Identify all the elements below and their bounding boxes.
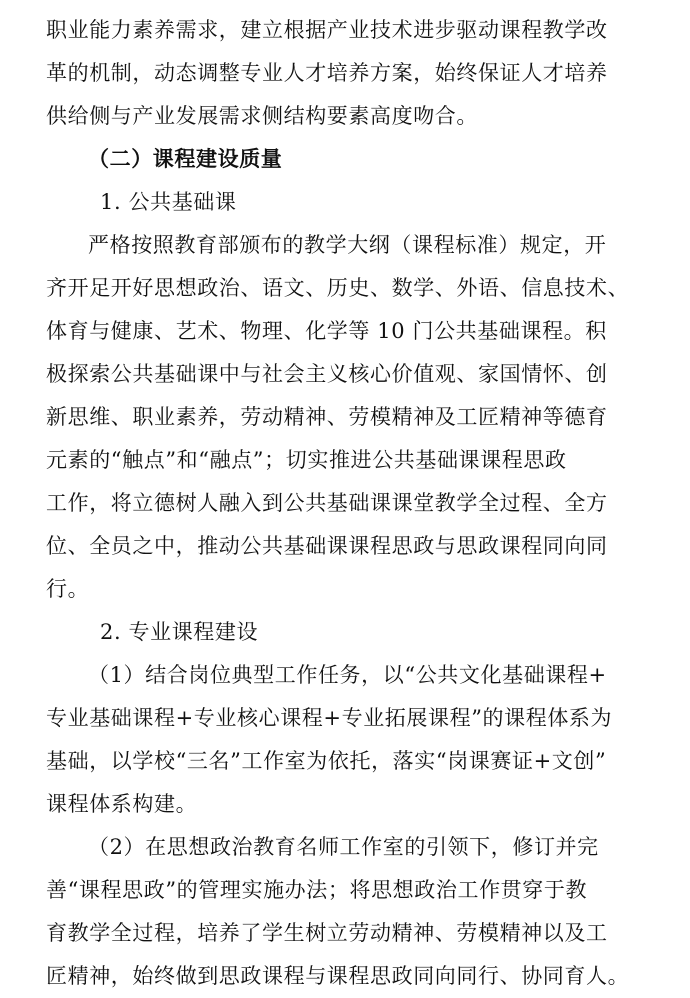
paragraph-line: 匠精神，始终做到思政课程与课程思政同向同行、协同育人。 bbox=[46, 964, 630, 988]
paragraph-line: 职业能力素养需求，建立根据产业技术进步驱动课程教学改 bbox=[46, 18, 608, 42]
subsection-heading: 2. 专业课程建设 bbox=[100, 620, 259, 644]
paragraph-line: 善“课程思政”的管理实施办法；将思想政治工作贯穿于教 bbox=[46, 878, 588, 902]
paragraph-line: 供给侧与产业发展需求侧结构要素高度吻合。 bbox=[46, 104, 478, 128]
paragraph-line: 元素的“触点”和“融点”；切实推进公共基础课课程思政 bbox=[46, 448, 567, 472]
paragraph-line: 齐开足开好思想政治、语文、历史、数学、外语、信息技术、 bbox=[46, 276, 630, 300]
paragraph-line: 位、全员之中，推动公共基础课课程思政与思政课程同向同 bbox=[46, 534, 608, 558]
paragraph-line: 体育与健康、艺术、物理、化学等 10 门公共基础课程。积 bbox=[46, 319, 607, 343]
paragraph-line: 育教学全过程，培养了学生树立劳动精神、劳模精神以及工 bbox=[46, 921, 608, 945]
paragraph-line: 基础，以学校“三名”工作室为依托，落实“岗课赛证+文创” bbox=[46, 749, 607, 773]
paragraph-line: 工作，将立德树人融入到公共基础课课堂教学全过程、全方 bbox=[46, 491, 608, 515]
paragraph-line: 专业基础课程+专业核心课程+专业拓展课程”的课程体系为 bbox=[46, 706, 613, 730]
paragraph-line: （1）结合岗位典型工作任务，以“公共文化基础课程+ bbox=[88, 663, 607, 687]
paragraph-line: 革的机制，动态调整专业人才培养方案，始终保证人才培养 bbox=[46, 61, 608, 85]
paragraph-line: 新思维、职业素养，劳动精神、劳模精神及工匠精神等德育 bbox=[46, 405, 608, 429]
paragraph-line: 课程体系构建。 bbox=[46, 792, 198, 816]
subsection-heading: 1. 公共基础课 bbox=[100, 190, 237, 214]
section-heading: （二）课程建设质量 bbox=[88, 146, 283, 171]
paragraph-line: 严格按照教育部颁布的教学大纲（课程标准）规定，开 bbox=[88, 233, 607, 257]
paragraph-line: （2）在思想政治教育名师工作室的引领下，修订并完 bbox=[88, 835, 599, 859]
paragraph-line: 极探索公共基础课中与社会主义核心价值观、家国情怀、创 bbox=[46, 362, 608, 386]
paragraph-line: 行。 bbox=[46, 577, 90, 601]
